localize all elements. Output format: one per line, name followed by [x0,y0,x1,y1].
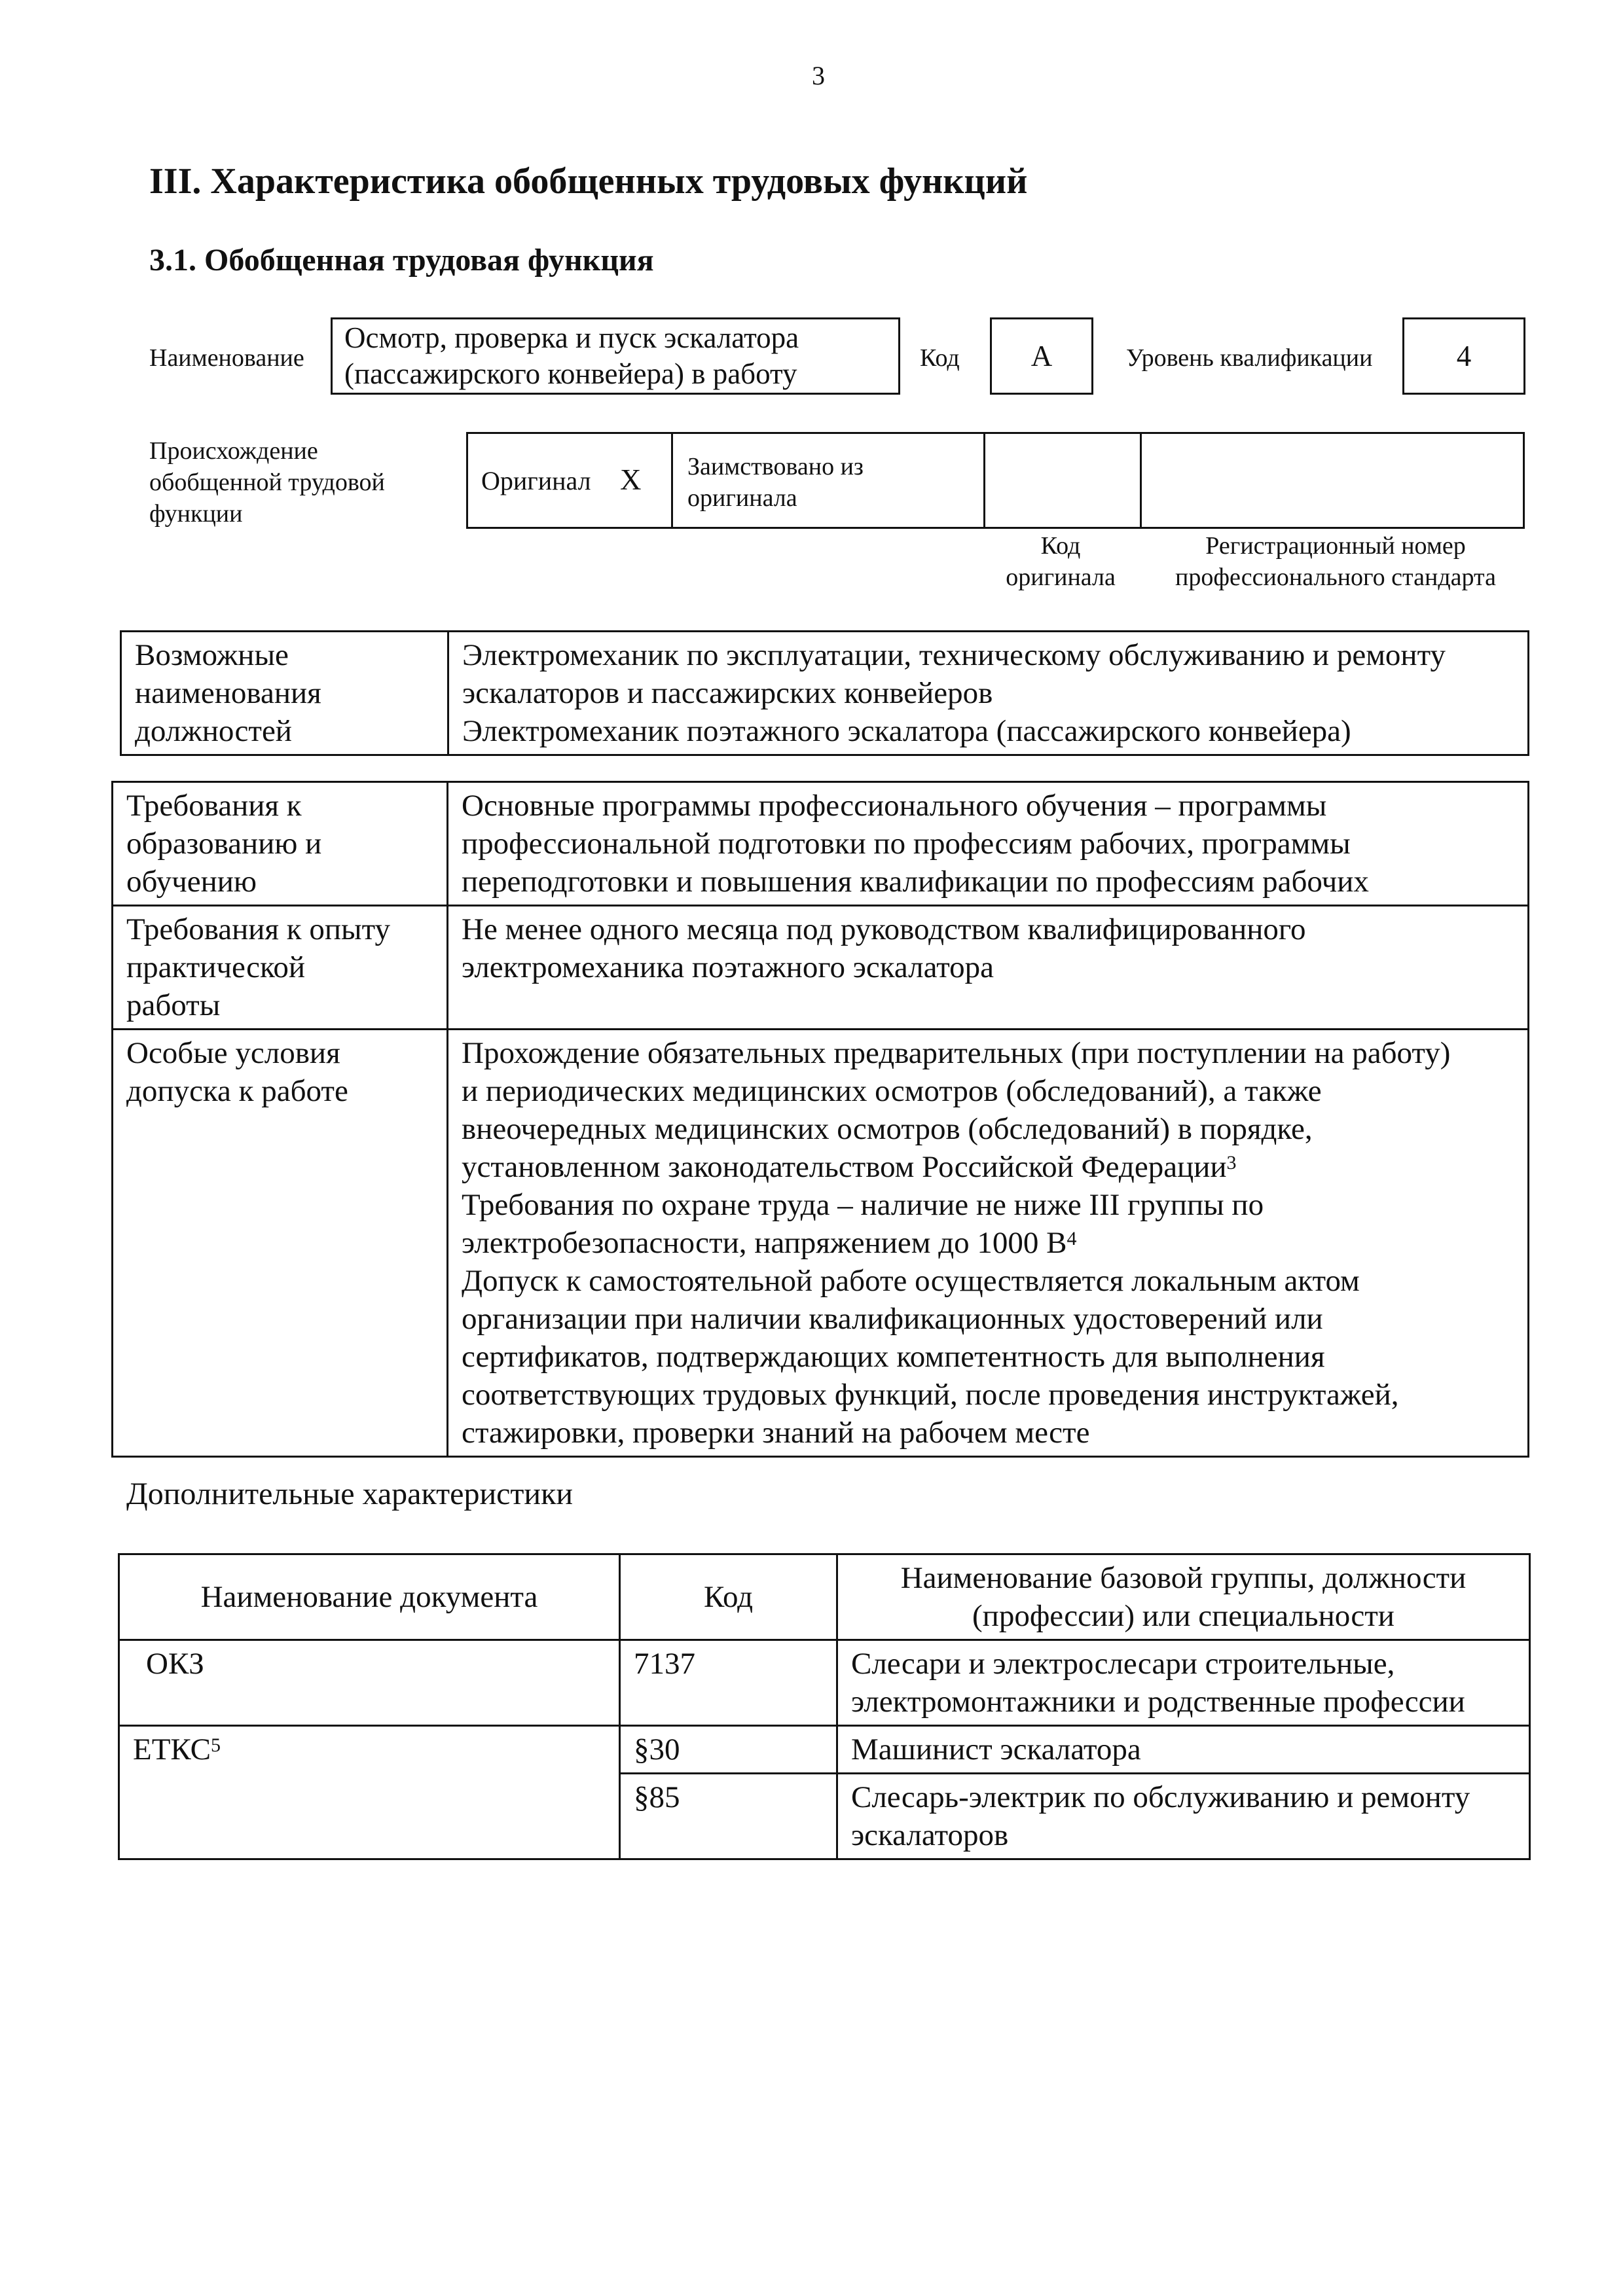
education-label [113,782,448,906]
borrowed-line2: оригинала [687,484,797,512]
positions-line3: Электромеханик поэтажного эскалатора (пассажирского конвейера) [462,714,1351,748]
table-row [113,906,1529,1030]
footnote-4: 4 [1067,1228,1077,1249]
positions-label-line3: должностей [135,714,292,748]
positions-value [448,632,1529,755]
origin-label-line1: Происхождение [149,437,318,465]
row-doc [119,1640,620,1726]
table-row [119,1640,1530,1726]
conditions-text-line: стажировки, проверки знаний на рабочем месте [462,1416,1090,1450]
col-name-header-line1: Наименование базовой группы, должности [900,1561,1467,1595]
name-line2: эскалаторов [851,1818,1009,1852]
conditions-text-segment: электробезопасности, напряжением до 1000 В [462,1226,1067,1260]
origin-divider-2 [983,434,985,527]
experience-text-line: электромеханика поэтажного эскалатора [462,950,994,984]
table-row [113,782,1529,906]
reg-caption-line2: профессионального стандарта [1175,564,1496,591]
conditions-text-line: сертификатов, подтверждающих компетентность для выполнения [462,1340,1325,1374]
table-row [121,632,1529,755]
conditions-label [113,1030,448,1457]
row-doc [119,1726,620,1859]
table-row [113,1030,1529,1457]
conditions-text-line: Прохождение обязательных предварительных (при поступлении на работу) [462,1036,1451,1070]
name-box [331,317,900,395]
conditions-label-line: Особые условия [126,1036,340,1070]
footnote-5: 5 [210,1734,221,1756]
table-header-row [119,1554,1530,1640]
additional-table [118,1553,1531,1860]
requirements-table [111,781,1529,1458]
conditions-label-line: допуска к работе [126,1074,348,1108]
sub-title: 3.1. Обобщенная трудовая функция [149,243,654,278]
conditions-text-line: и периодических медицинских осмотров (обследований), а также [462,1074,1322,1108]
origin-label [149,435,385,529]
education-label-line: образованию и [126,827,322,861]
conditions-text-line: организации при наличии квалификационных удостоверений или [462,1302,1323,1336]
row-code: §85 [620,1774,837,1859]
conditions-text-line: Требования по охране труда – наличие не ниже III группы по [462,1188,1264,1222]
positions-line1: Электромеханик по эксплуатации, техническому обслуживанию и ремонту [462,638,1446,672]
education-text-line: Основные программы профессионального обучения – программы [462,789,1327,823]
experience-label-line: Требования к опыту [126,912,391,946]
name-line1: Слесари и электрослесари строительные, [851,1647,1395,1681]
education-text-line: переподготовки и повышения квалификации по профессиям рабочих [462,865,1369,899]
education-label-line: обучению [126,865,257,899]
code-box [990,317,1093,395]
original-label: Оригинал [481,466,591,495]
level-box [1402,317,1525,395]
conditions-text-line: внеочередных медицинских осмотров (обследований) в порядке, [462,1112,1313,1146]
row-name [837,1774,1530,1859]
code-original-caption [982,530,1139,593]
name-line2: (пассажирского конвейера) в работу [344,357,797,390]
borrowed-label [687,451,864,514]
level-label: Уровень квалификации [1126,344,1373,372]
row-name: Машинист эскалатора [837,1726,1530,1774]
name-line1: Слесарь-электрик по обслуживанию и ремонту [851,1780,1470,1814]
doc-value: ЕТКС [133,1732,211,1767]
origin-label-line3: функции [149,500,243,528]
origin-label-line2: обобщенной трудовой [149,469,385,496]
section-title: III. Характеристика обобщенных трудовых функций [149,161,1028,202]
footnote-3: 3 [1226,1152,1237,1174]
experience-text [448,906,1529,1030]
name-label: Наименование [149,344,304,372]
education-text [448,782,1529,906]
experience-label-line: практической [126,950,306,984]
origin-box [466,432,1525,529]
page-number: 3 [812,61,825,90]
conditions-text-line [462,1224,1514,1262]
name-line1: Осмотр, проверка и пуск эскалатора [344,321,799,354]
conditions-text-line [462,1148,1514,1186]
positions-line2: эскалаторов и пассажирских конвейеров [462,676,993,710]
education-label-line: Требования к [126,789,302,823]
col-code-header: Код [620,1554,837,1640]
doc-value: ОКЗ [146,1647,204,1681]
table-row [119,1726,1530,1774]
col-name-header [837,1554,1530,1640]
name-line2: электромонтажники и родственные профессии [851,1685,1465,1719]
row-name [837,1640,1530,1726]
additional-title: Дополнительные характеристики [126,1477,574,1511]
borrowed-line1: Заимствовано из [687,453,864,480]
positions-label-line2: наименования [135,676,321,710]
experience-label-line: работы [126,988,221,1022]
experience-label [113,906,448,1030]
conditions-text-line: Допуск к самостоятельной работе осуществляется локальным актом [462,1264,1360,1298]
positions-label-line1: Возможные [135,638,289,672]
original-mark: X [620,463,642,496]
reg-caption-line1: Регистрационный номер [1205,532,1466,560]
positions-label [121,632,448,755]
level-value: 4 [1456,340,1472,372]
reg-number-caption [1142,530,1529,593]
origin-divider-3 [1140,434,1142,527]
conditions-text-line: соответствующих трудовых функций, после проведения инструктажей, [462,1378,1399,1412]
origin-divider-1 [671,434,673,527]
col-name-header-line2: (профессии) или специальности [972,1599,1395,1633]
education-text-line: профессиональной подготовки по профессиям рабочих, программы [462,827,1351,861]
code-caption-line2: оригинала [1006,564,1116,591]
conditions-text-segment: установленном законодательством Российской Федерации [462,1150,1227,1184]
row-code: 7137 [620,1640,837,1726]
code-value: A [1030,340,1053,372]
experience-text-line: Не менее одного месяца под руководством квалифицированного [462,912,1306,946]
col-doc-header: Наименование документа [119,1554,620,1640]
code-caption-line1: Код [1040,532,1081,560]
conditions-text [448,1030,1529,1457]
row-code: §30 [620,1726,837,1774]
positions-table [120,630,1529,756]
code-label: Код [920,344,960,372]
